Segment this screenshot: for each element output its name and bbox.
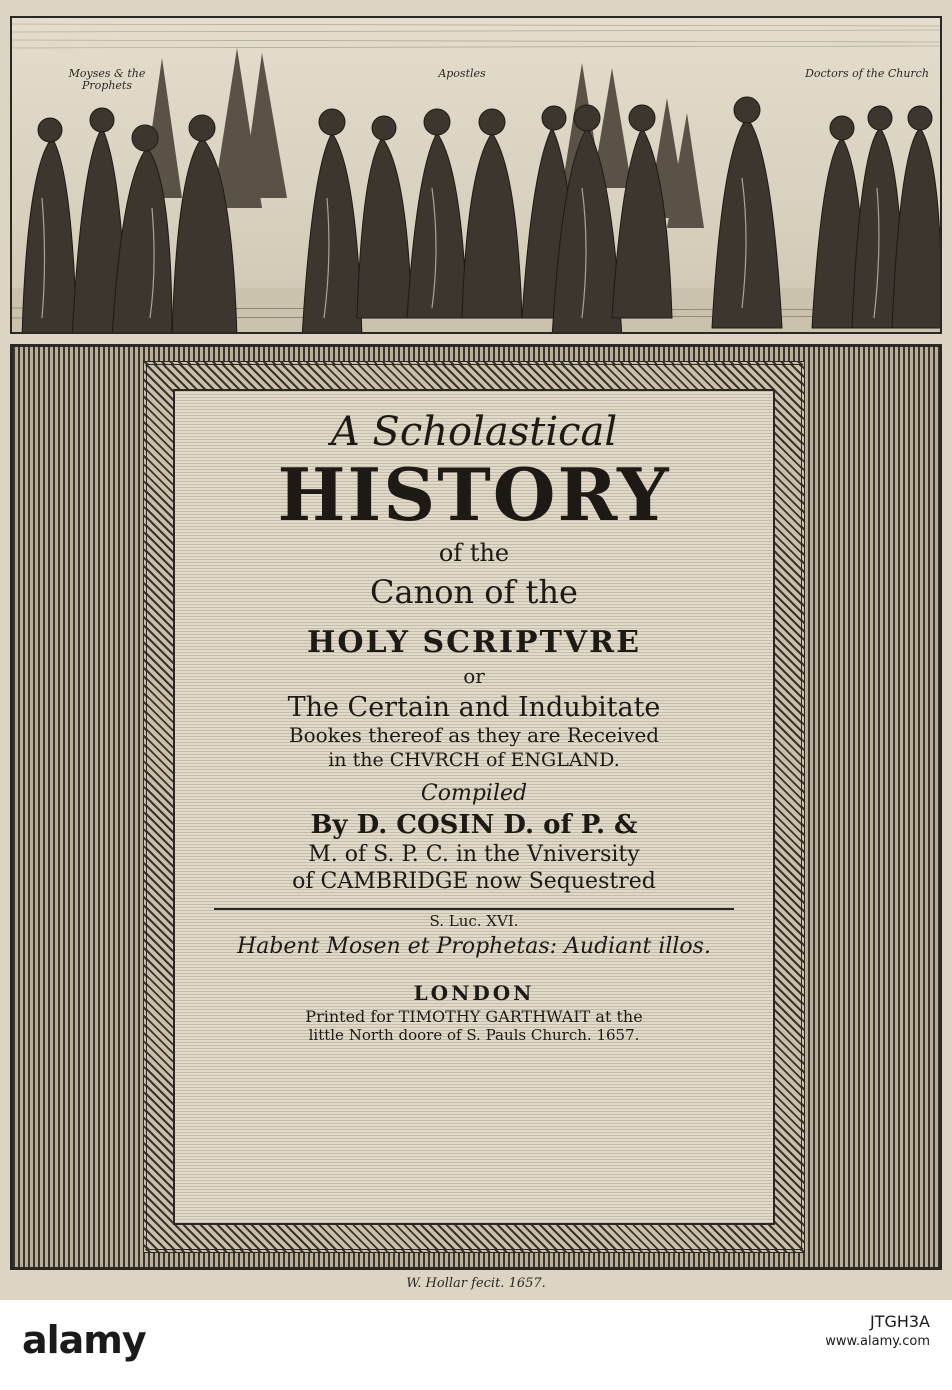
site-url: www.alamy.com (825, 1334, 930, 1349)
imprint-london: LONDON (413, 981, 535, 1005)
title-line-compiled: Compiled (420, 781, 528, 806)
title-line-church-of-england: in the CHVRCH of ENGLAND. (328, 749, 620, 771)
title-line-scholastical: A Scholastical (330, 409, 618, 455)
title-line-latin-quote: Habent Mosen et Prophetas: Audiant illos. (237, 934, 711, 959)
title-line-history: HISTORY (277, 452, 671, 537)
title-line-author: By D. COSIN D. of P. & (310, 810, 638, 840)
title-line-bookes: Bookes thereof as they are Received (288, 723, 660, 747)
scene-illustration (12, 18, 940, 332)
title-line-or: or (463, 664, 485, 688)
imprint-printer: Printed for TIMOTHY GARTHWAIT at the (305, 1007, 643, 1026)
label-moyses-prophets: Moyses & the Prophets (68, 67, 146, 92)
stock-banner (0, 1300, 952, 1390)
title-line-certain: The Certain and Indubitate (287, 692, 661, 723)
title-line-canon: Canon of the (370, 573, 578, 611)
title-line-cambridge: of CAMBRIDGE now Sequestred (292, 869, 656, 894)
ornamental-frame (10, 344, 942, 1270)
title-line-of-the: of the (438, 539, 510, 567)
title-panel (173, 389, 775, 1225)
inner-border (143, 361, 805, 1253)
stock-info (825, 1312, 930, 1352)
label-apostles: Apostles (438, 67, 486, 80)
title-line-scripture-ref: S. Luc. XVI. (429, 912, 519, 930)
title-line-university: M. of S. P. C. in the Vniversity (308, 842, 640, 867)
engraver-caption: W. Hollar fecit. 1657. (406, 1276, 546, 1291)
engraved-scene (10, 16, 942, 334)
imprint-address-date: little North doore of S. Pauls Church. 1657. (308, 1026, 640, 1044)
title-line-holy-scripture: HOLY SCRIPTVRE (307, 625, 641, 660)
brand-logo: alamy (22, 1318, 146, 1362)
label-doctors-of-church: Doctors of the Church (805, 67, 929, 80)
divider-rule (214, 908, 734, 910)
image-id: JTGH3A (869, 1312, 930, 1331)
